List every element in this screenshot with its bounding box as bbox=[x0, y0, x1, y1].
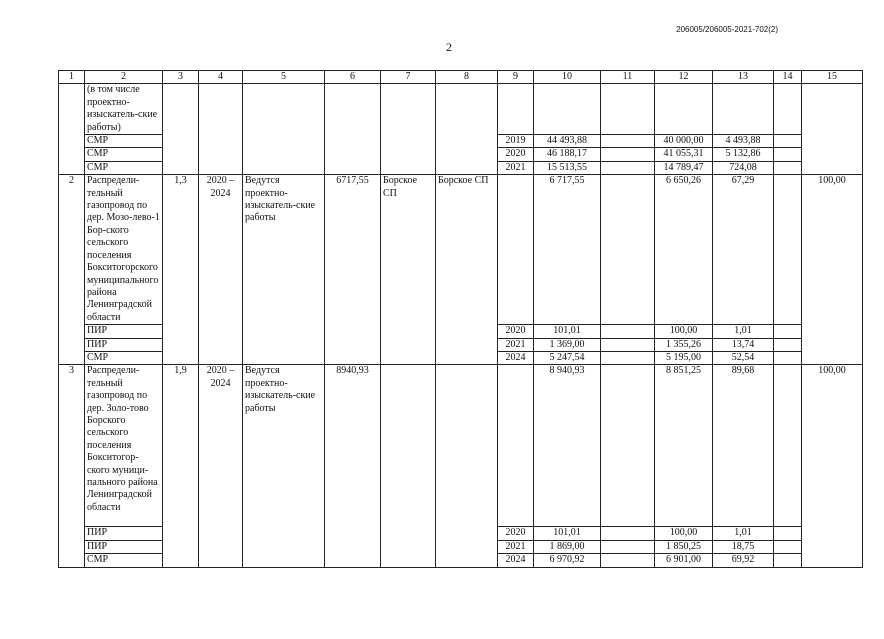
column-number-row bbox=[59, 71, 863, 84]
column-header: 1 bbox=[59, 71, 85, 84]
cell bbox=[601, 338, 655, 351]
period-cell: 2020 – 2024 bbox=[199, 365, 243, 567]
owner-cell: Борское СП bbox=[436, 175, 498, 365]
year-cell: 2020 bbox=[498, 148, 534, 161]
cell bbox=[436, 84, 498, 175]
work-type: СМР bbox=[85, 351, 163, 364]
regional-cell: 6 901,00 bbox=[655, 554, 713, 567]
cell bbox=[774, 338, 802, 351]
year-cell: 2020 bbox=[498, 325, 534, 338]
regional-cell: 100,00 bbox=[655, 325, 713, 338]
regional-cell: 8 851,25 bbox=[655, 365, 713, 527]
cell bbox=[774, 554, 802, 567]
year-cell: 2024 bbox=[498, 351, 534, 364]
total-cell: 6 717,55 bbox=[534, 175, 601, 325]
cell bbox=[601, 527, 655, 540]
cell bbox=[199, 84, 243, 175]
local-cell: 13,74 bbox=[713, 338, 774, 351]
work-type: ПИР bbox=[85, 540, 163, 553]
column-header: 14 bbox=[774, 71, 802, 84]
local-cell: 1,01 bbox=[713, 527, 774, 540]
status-cell: Ведутся проектно-изыскатель-ские работы bbox=[243, 365, 325, 567]
cell bbox=[498, 84, 534, 135]
cell bbox=[498, 365, 534, 527]
object-name: Распредели-тельный газопровод по дер. Мозо-лево-1 Бор-ского сельского поселения Бокситогорского муниципального района Ленинградской области bbox=[85, 175, 163, 325]
year-cell: 2021 bbox=[498, 540, 534, 553]
column-header: 11 bbox=[601, 71, 655, 84]
column-header: 10 bbox=[534, 71, 601, 84]
regional-cell: 14 789,47 bbox=[655, 161, 713, 174]
regional-cell: 100,00 bbox=[655, 527, 713, 540]
cell bbox=[163, 84, 199, 175]
cell bbox=[601, 365, 655, 527]
local-cell: 18,75 bbox=[713, 540, 774, 553]
work-type: СМР bbox=[85, 554, 163, 567]
total-cell: 6 970,92 bbox=[534, 554, 601, 567]
cell bbox=[774, 148, 802, 161]
readiness-cell: 100,00 bbox=[802, 175, 863, 365]
local-cell: 4 493,88 bbox=[713, 135, 774, 148]
cell bbox=[655, 84, 713, 135]
cell bbox=[498, 175, 534, 325]
continuation-name: (в том числе проектно-изыскатель-ские работы) bbox=[85, 84, 163, 135]
column-header: 6 bbox=[325, 71, 381, 84]
readiness-cell: 100,00 bbox=[802, 365, 863, 567]
total-cell: 101,01 bbox=[534, 527, 601, 540]
year-cell: 2024 bbox=[498, 554, 534, 567]
cell bbox=[774, 135, 802, 148]
column-header: 5 bbox=[243, 71, 325, 84]
column-header: 13 bbox=[713, 71, 774, 84]
year-cell: 2021 bbox=[498, 338, 534, 351]
total-cell: 1 869,00 bbox=[534, 540, 601, 553]
regional-cell: 41 055,31 bbox=[655, 148, 713, 161]
regional-cell: 1 850,25 bbox=[655, 540, 713, 553]
cell bbox=[774, 540, 802, 553]
column-header: 12 bbox=[655, 71, 713, 84]
column-header: 8 bbox=[436, 71, 498, 84]
length-cell: 1,9 bbox=[163, 365, 199, 567]
page-number: 2 bbox=[446, 40, 452, 54]
cell bbox=[774, 365, 802, 527]
column-header: 9 bbox=[498, 71, 534, 84]
cell bbox=[774, 325, 802, 338]
regional-cell: 40 000,00 bbox=[655, 135, 713, 148]
cell bbox=[601, 161, 655, 174]
column-header: 3 bbox=[163, 71, 199, 84]
regional-cell: 5 195,00 bbox=[655, 351, 713, 364]
table-row bbox=[59, 84, 863, 135]
customer-cell: Борское СП bbox=[381, 175, 436, 365]
length-cell: 1,3 bbox=[163, 175, 199, 365]
cell bbox=[325, 84, 381, 175]
cell bbox=[601, 325, 655, 338]
cell bbox=[774, 175, 802, 325]
cell bbox=[59, 84, 85, 175]
total-cell: 15 513,55 bbox=[534, 161, 601, 174]
cell bbox=[774, 527, 802, 540]
total-cell: 44 493,88 bbox=[534, 135, 601, 148]
total-cell: 46 188,17 bbox=[534, 148, 601, 161]
regional-cell: 1 355,26 bbox=[655, 338, 713, 351]
period-cell: 2020 – 2024 bbox=[199, 175, 243, 365]
local-cell: 52,54 bbox=[713, 351, 774, 364]
local-cell: 67,29 bbox=[713, 175, 774, 325]
cell bbox=[601, 554, 655, 567]
work-type: СМР bbox=[85, 135, 163, 148]
year-cell: 2020 bbox=[498, 527, 534, 540]
item-number: 2 bbox=[59, 175, 85, 365]
local-cell: 724,08 bbox=[713, 161, 774, 174]
total-cell: 8 940,93 bbox=[534, 365, 601, 527]
year-cell: 2019 bbox=[498, 135, 534, 148]
cell bbox=[601, 135, 655, 148]
cell bbox=[601, 351, 655, 364]
work-type: ПИР bbox=[85, 325, 163, 338]
year-cell: 2021 bbox=[498, 161, 534, 174]
local-cell: 5 132,86 bbox=[713, 148, 774, 161]
document-number: 206005/206005-2021-702(2) bbox=[676, 25, 778, 34]
column-header: 15 bbox=[802, 71, 863, 84]
local-cell: 69,92 bbox=[713, 554, 774, 567]
cell bbox=[601, 84, 655, 135]
table-row bbox=[59, 175, 863, 325]
item-number: 3 bbox=[59, 365, 85, 567]
work-type: СМР bbox=[85, 161, 163, 174]
cell bbox=[774, 351, 802, 364]
column-header: 4 bbox=[199, 71, 243, 84]
cell bbox=[381, 84, 436, 175]
cell bbox=[601, 175, 655, 325]
cell bbox=[774, 161, 802, 174]
column-header: 7 bbox=[381, 71, 436, 84]
cell bbox=[713, 84, 774, 135]
work-type: ПИР bbox=[85, 338, 163, 351]
cell bbox=[601, 540, 655, 553]
local-cell: 89,68 bbox=[713, 365, 774, 527]
cell bbox=[381, 365, 436, 567]
cost-cell: 8940,93 bbox=[325, 365, 381, 567]
total-cell: 5 247,54 bbox=[534, 351, 601, 364]
cell bbox=[601, 148, 655, 161]
object-name: Распредели-тельный газопровод по дер. Золо-тово Борского сельского поселения Бокситогор-ского муници-пального района Ленинградской области bbox=[85, 365, 163, 527]
cell bbox=[534, 84, 601, 135]
total-cell: 101,01 bbox=[534, 325, 601, 338]
work-type: СМР bbox=[85, 148, 163, 161]
work-type: ПИР bbox=[85, 527, 163, 540]
table-row bbox=[59, 365, 863, 527]
regional-cell: 6 650,26 bbox=[655, 175, 713, 325]
cell bbox=[243, 84, 325, 175]
cell bbox=[774, 84, 802, 135]
budget-table bbox=[58, 70, 862, 573]
total-cell: 1 369,00 bbox=[534, 338, 601, 351]
local-cell: 1,01 bbox=[713, 325, 774, 338]
status-cell: Ведутся проектно-изыскатель-ские работы bbox=[243, 175, 325, 365]
cell bbox=[802, 84, 863, 175]
column-header: 2 bbox=[85, 71, 163, 84]
cost-cell: 6717,55 bbox=[325, 175, 381, 365]
cell bbox=[436, 365, 498, 567]
